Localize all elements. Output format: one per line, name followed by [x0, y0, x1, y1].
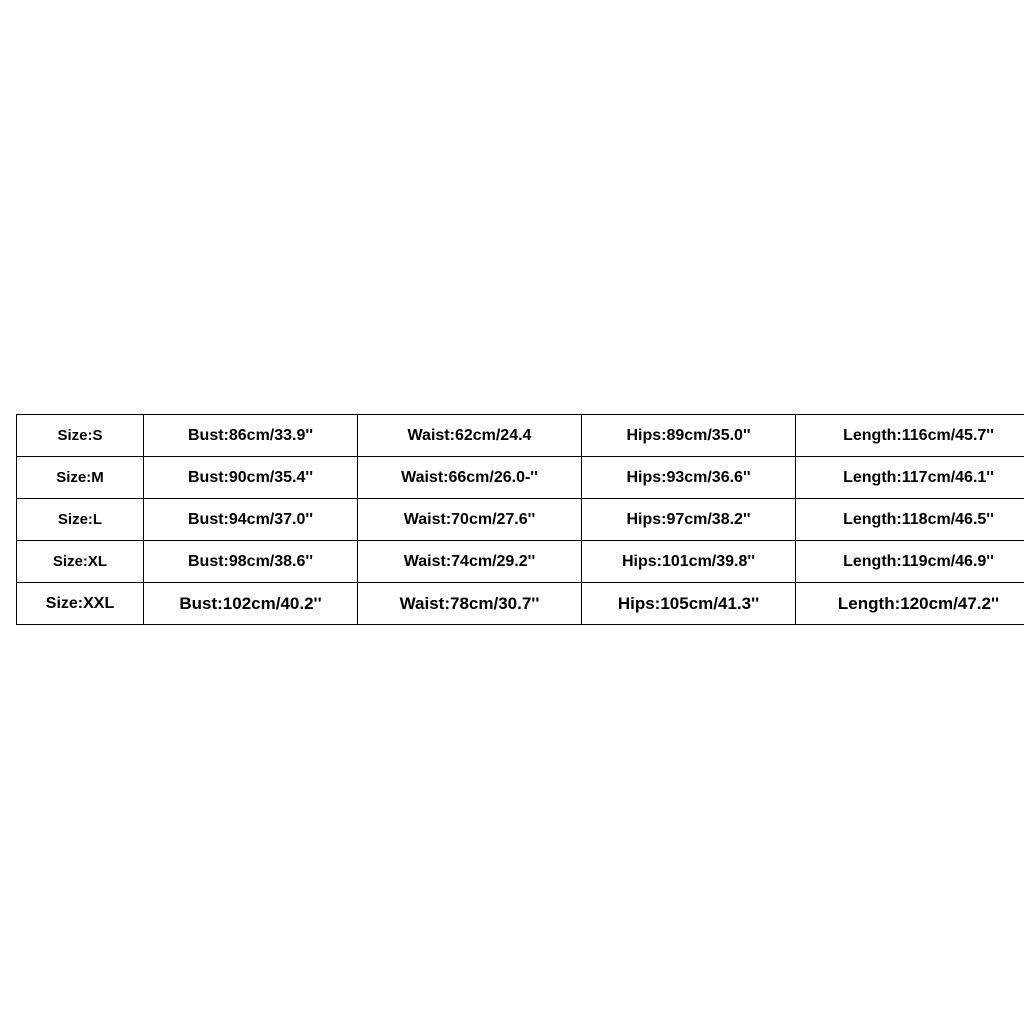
cell-size: Size:XXL — [17, 583, 144, 625]
cell-length: Length:117cm/46.1'' — [796, 457, 1024, 499]
cell-hips: Hips:105cm/41.3'' — [582, 583, 796, 625]
cell-size: Size:M — [17, 457, 144, 499]
size-chart-body — [17, 415, 1024, 625]
size-chart-container — [16, 414, 1008, 625]
cell-bust: Bust:102cm/40.2'' — [144, 583, 358, 625]
cell-size: Size:XL — [17, 541, 144, 583]
cell-bust: Bust:94cm/37.0'' — [144, 499, 358, 541]
table-row — [17, 457, 1024, 499]
cell-bust: Bust:86cm/33.9'' — [144, 415, 358, 457]
cell-waist: Waist:66cm/26.0-'' — [358, 457, 582, 499]
cell-hips: Hips:97cm/38.2'' — [582, 499, 796, 541]
cell-length: Length:119cm/46.9'' — [796, 541, 1024, 583]
cell-length: Length:116cm/45.7'' — [796, 415, 1024, 457]
cell-size: Size:L — [17, 499, 144, 541]
table-row — [17, 541, 1024, 583]
size-chart-table — [16, 414, 1024, 625]
cell-waist: Waist:78cm/30.7'' — [358, 583, 582, 625]
cell-length: Length:118cm/46.5'' — [796, 499, 1024, 541]
cell-bust: Bust:90cm/35.4'' — [144, 457, 358, 499]
cell-hips: Hips:89cm/35.0'' — [582, 415, 796, 457]
cell-size: Size:S — [17, 415, 144, 457]
table-row — [17, 415, 1024, 457]
cell-length: Length:120cm/47.2'' — [796, 583, 1024, 625]
cell-hips: Hips:101cm/39.8'' — [582, 541, 796, 583]
cell-hips: Hips:93cm/36.6'' — [582, 457, 796, 499]
cell-waist: Waist:70cm/27.6'' — [358, 499, 582, 541]
cell-waist: Waist:62cm/24.4 — [358, 415, 582, 457]
table-row — [17, 583, 1024, 625]
table-row — [17, 499, 1024, 541]
cell-bust: Bust:98cm/38.6'' — [144, 541, 358, 583]
cell-waist: Waist:74cm/29.2'' — [358, 541, 582, 583]
